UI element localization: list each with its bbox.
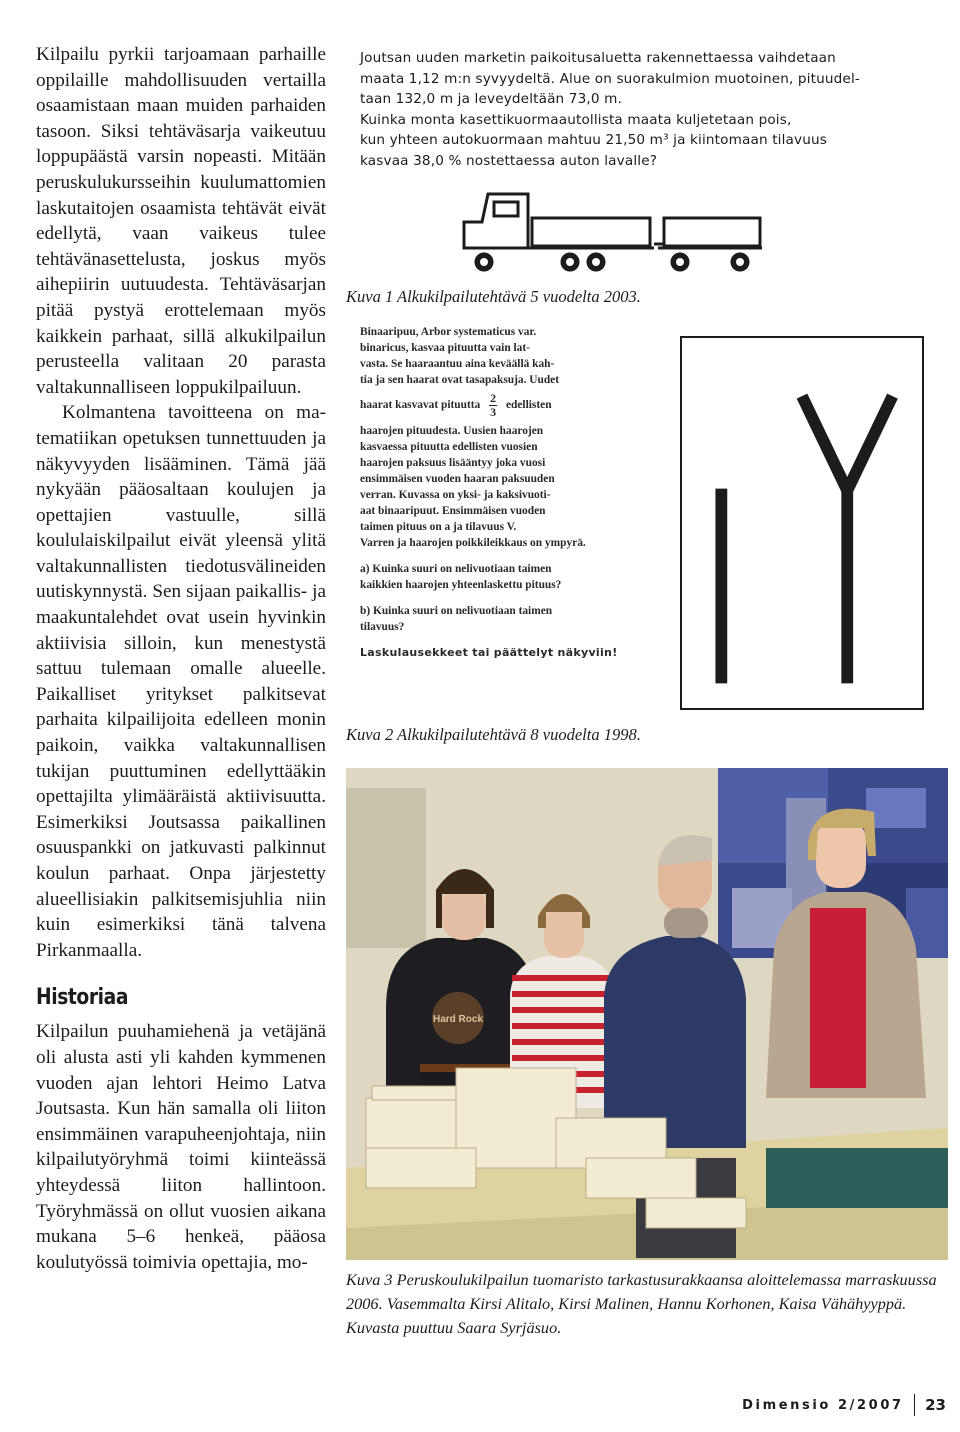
caption-text: Alkukilpailutehtävä 8 vuodelta 1998. (397, 725, 641, 744)
problem-line: ensimmäisen vuoden haaran paksuuden (360, 473, 555, 485)
section-heading: Historiaa (36, 985, 129, 1011)
figure1-caption (346, 286, 641, 308)
fraction-line-post: edellisten (505, 399, 552, 412)
fraction-line-pre: haarat kasvavat pituutta (360, 399, 481, 412)
figure2-caption (346, 724, 641, 746)
caption-label: Kuva 3 (346, 1270, 393, 1289)
body-paragraph: Kilpailu pyrkii tarjoamaan parhaille oppilaille mahdollisuuden vertailla osaamistaan maan muiden parhaiden tasoon. Siksi tehtäväsarja vaikeutuu loppupäästä varsin nopeasti. Mitään peruskulukursseihin kuulumattomien laskutaitojen osaamista tehtävät eivät edellytä, vaan vaikeus tulee tehtävänasettelusta, joskus myös aihepiirin uutuudesta. Tehtäväsarjan pitää pystyä erottelemaan myös kaikkein parhaat, sillä alkukilpailun perusteella valitaan 20 parasta valtakunnalliseen loppukilpailuun. (36, 44, 326, 398)
page-number: 23 (925, 1396, 946, 1414)
problem-line: haarojen pituudesta. Uusien haarojen (360, 425, 544, 437)
fraction-denominator: 3 (490, 405, 497, 419)
problem-line: maata 1,12 m:n syvyydeltä. Alue on suorakulmion muotoinen, pituudel- (360, 70, 860, 87)
fraction (489, 392, 497, 419)
problem-line: binaricus, kasvaa pituutta vain lat- (360, 342, 530, 354)
magazine-issue: Dimensio 2/2007 (742, 1397, 904, 1413)
problem-line: Binaaripuu, Arbor systematicus var. (360, 326, 537, 338)
problem-line: vasta. Se haaraantuu aina keväällä kah- (360, 358, 555, 370)
problem-line: taimen pituus on a ja tilavuus V. (360, 521, 517, 533)
problem-line: Joutsan uuden marketin paikoitusaluetta rakennettaessa vaihdetaan (360, 50, 836, 66)
question-b (360, 603, 660, 635)
question-line: a) Kuinka suuri on nelivuotiaan taimen (360, 563, 552, 575)
problem-line: taan 132,0 m ja leveydeltään 73,0 m. (360, 91, 622, 107)
caption-label: Kuva 1 (346, 287, 394, 306)
question-line: tilavuus? (360, 621, 405, 633)
caption-label: Kuva 2 (346, 725, 394, 744)
left-text-column (36, 42, 326, 1275)
page-footer (742, 1394, 946, 1416)
problem-line: Varren ja haarojen poikkileikkaus on ympyrä. (360, 537, 586, 549)
binary-tree-diagram (680, 336, 924, 710)
problem-line: verran. Kuvassa on yksi- ja kaksivuoti- (360, 489, 551, 501)
problem-line: tia ja sen haarat ovat tasapaksuja. Uudet (360, 374, 560, 386)
problem-line: Kuinka monta kasettikuormaautollista maata kuljetetaan pois, (360, 111, 792, 128)
fraction-numerator: 2 (490, 391, 497, 405)
body-paragraph: Kolmantena tavoitteena on matematiikan opetuksen tunnettuuden ja näkyvyyden lisääminen. Tämä jää nykyään pääosaltaan koulujen ja opettajien vastuulle, sillä koululaiskilpailut eivät yleensä ylitä valtakunnallisten tiedotusvälineiden uutiskynnystä. Sen sijaan paikallis- ja maakuntalehdet ovat usein hyvinkin aktiivisia silloin, kun menestystä sattuu tulemaan omalle alueelle. Paikalliset yritykset palkitsevat parhaita kilpailijoita edelleen monin paikoin, vaikka valtakunnallisen tukijan puuttuminen edellyttääkin opettajilta ylimääräistä aktiivisuutta. Esimerkiksi Joutsassa paikallinen osuuspankki on jatkuvasti palkinnut koulun parhaat. Onpa järjestetty alueellisiakin palkitsemisjuhlia niin kuin esimerkiksi tänä talvena Pirkanmaalla. (36, 402, 326, 961)
body-paragraph: Kilpailun puuhamiehenä ja vetäjänä oli alusta asti yli kahden kymmenen vuoden ajan lehtori Heimo Latva Joutsasta. Kun hän samalla oli liiton ensimmäinen varapuheenjohtaja, niin kilpailutyöryhmä toimi kiinteässä yhteydessä liiton hallintoon. Työryhmässä on ollut vuosien aikana mukana 5–6 henkeä, pääosa koulutyössä toimivia opettajia, mo- (36, 1021, 326, 1273)
footer-divider (914, 1394, 916, 1416)
problem-line: kasvaessa pituutta edellisten vuosien (360, 441, 538, 453)
caption-text: Peruskoulukilpailun tuomaristo tarkastusurakkaansa aloittelemassa marraskuussa 2006. Vasemmalta Kirsi Alitalo, Kirsi Malinen, Hannu Korhonen, Kaisa Vähähyyppä. Kuvasta puuttuu Saara Syrjäsuo. (346, 1270, 937, 1337)
figure3-caption (346, 1268, 950, 1340)
question-line: b) Kuinka suuri on nelivuotiaan taimen (360, 605, 553, 617)
problem-line: kasvaa 38,0 % nostettaessa auton lavalle? (360, 152, 658, 169)
question-a (360, 561, 660, 593)
fraction-line (360, 392, 660, 419)
shirt-logo: Hard Rock (432, 1014, 484, 1025)
instruction-note: Laskulausekkeet tai päättelyt näkyviin! (360, 646, 618, 659)
figure2-problem-text (360, 324, 660, 661)
jury-photo (346, 768, 948, 1260)
figure1-problem-text (360, 48, 940, 171)
problem-line: haarojen paksuus lisääntyy joka vuosi (360, 457, 546, 469)
problem-line: aat binaaripuut. Ensimmäisen vuoden (360, 505, 546, 517)
problem-line: kun yhteen autokuormaan mahtuu 21,50 m³ ja kiintomaan tilavuus (360, 132, 827, 148)
caption-text: Alkukilpailutehtävä 5 vuodelta 2003. (397, 287, 641, 306)
truck-illustration (458, 188, 770, 278)
question-line: kaikkien haarojen yhteenlaskettu pituus? (360, 579, 562, 591)
